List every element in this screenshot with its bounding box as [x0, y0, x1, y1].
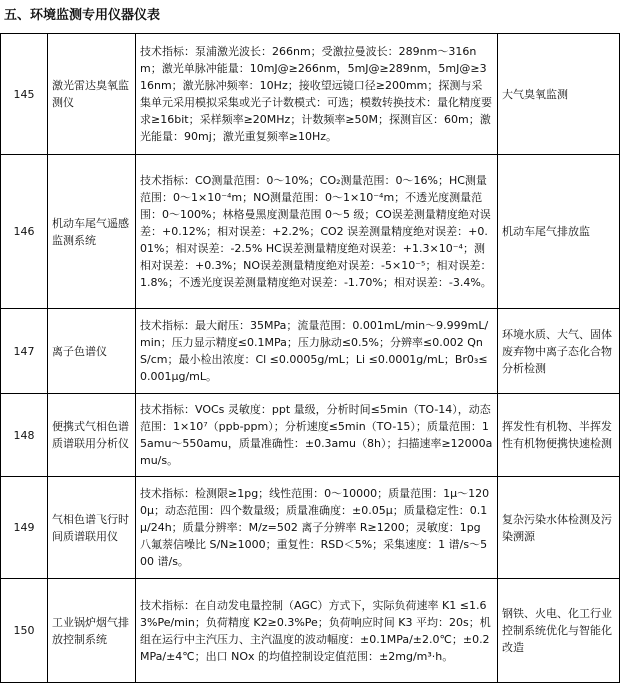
- technical-spec: 技术指标：泵浦激光波长：266nm；受激拉曼波长：289nm～316nm；激光单脉冲能量：10mJ@≥266nm，5mJ@≥289nm，5mJ@≥316nm；激光脉冲频率：10Hz；接收望远镜口径≥200mm；探测与采集单元采用模拟采集或光子计数模式：可选；模数转换技术：量化精度要求≥16bit；采样频率≥20MHz；计数频率≥50M；探测盲区：60m；激光能量：90mj；激光重复频率≥10Hz。: [136, 34, 498, 155]
- table-row: [1, 477, 620, 579]
- table-row: [1, 34, 620, 155]
- table-row: [1, 155, 620, 309]
- row-number: 149: [1, 477, 48, 579]
- table-row: [1, 309, 620, 394]
- technical-spec: 技术指标：最大耐压：35MPa；流量范围：0.001mL/min～9.999mL/min；压力显示精度≤0.1MPa；压力脉动≤0.5%；分辨率≤0.002 QnS/cm；最小检出浓度：Cl ≤0.0005g/mL；Li ≤0.0001g/mL；Br0₃≤0.001μg/mL。: [136, 309, 498, 394]
- instrument-name: 机动车尾气遥感监测系统: [48, 155, 136, 309]
- application: 环境水质、大气、固体废弃物中离子态化合物分析检测: [498, 309, 620, 394]
- row-number: 145: [1, 34, 48, 155]
- instrument-table: [0, 33, 620, 683]
- technical-spec: 技术指标：在自动发电量控制（AGC）方式下，实际负荷速率 K1 ≤1.63%Pe/min；负荷精度 K2≥0.3%Pe；负荷响应时间 K3 平均：20s；机组在运行中主汽压力、主汽温度的波动幅度：±0.1MPa/±2.0℃；±0.2MPa/±4℃；出口 NOx 的均值控制设定值范围：±2mg/m³·h。: [136, 579, 498, 683]
- instrument-name: 便携式气相色谱质谱联用分析仪: [48, 394, 136, 477]
- table-row: [1, 579, 620, 683]
- table-row: [1, 394, 620, 477]
- technical-spec: 技术指标：CO测量范围：0～10%；CO₂测量范围：0～16%；HC测量范围：0～1×10⁻⁴m；NO测量范围：0～1×10⁻⁴m；不透光度测量范围：0～100%；林格曼黑度测量范围 0～5 级；CO误差测量精度绝对误差：+0.12%；相对误差：+2.2%；CO2 误差测量精度绝对误差：+0.01%；相对误差：-2.5% HC误差测量精度绝对误差：+1.3×10⁻⁴；测相对误差：+0.3%；NO误差测量精度绝对误差：-5×10⁻⁵；相对误差：1.8%；不透光度误差测量精度绝对误差：-1.70%；相对误差：-3.4%。: [136, 155, 498, 309]
- application: 挥发性有机物、半挥发性有机物便携快速检测: [498, 394, 620, 477]
- row-number: 150: [1, 579, 48, 683]
- application: 钢铁、火电、化工行业控制系统优化与智能化改造: [498, 579, 620, 683]
- instrument-name: 工业锅炉烟气排放控制系统: [48, 579, 136, 683]
- row-number: 148: [1, 394, 48, 477]
- row-number: 146: [1, 155, 48, 309]
- row-number: 147: [1, 309, 48, 394]
- application: 大气臭氧监测: [498, 34, 620, 155]
- instrument-name: 气相色谱飞行时间质谱联用仪: [48, 477, 136, 579]
- instrument-name: 激光雷达臭氧监测仪: [48, 34, 136, 155]
- application: 机动车尾气排放监: [498, 155, 620, 309]
- technical-spec: 技术指标：VOCs 灵敏度：ppt 量级，分析时间≤5min（TO-14），动态范围：1×10⁷（ppb-ppm）；分析速度≤5min（TO-15）；质量范围：15amu～550amu，质量准确性：±0.3amu（8h）；扫描速率≥12000amu/s。: [136, 394, 498, 477]
- instrument-name: 离子色谱仪: [48, 309, 136, 394]
- application: 复杂污染水体检测及污染溯源: [498, 477, 620, 579]
- section-title: 五、环境监测专用仪器仪表: [4, 8, 161, 23]
- technical-spec: 技术指标：检测限≥1pg；线性范围：0～10000；质量范围：1μ～1200μ；动态范围：四个数量级；质量准确度：±0.05μ；质量稳定性：0.1μ/24h；质量分辨率：M/z=502 离子分辨率 R≥1200；灵敏度：1pg 八氟萘信噪比 S/N≥1000；重复性：RSD＜5%；采集速度：1 谱/s～500 谱/s。: [136, 477, 498, 579]
